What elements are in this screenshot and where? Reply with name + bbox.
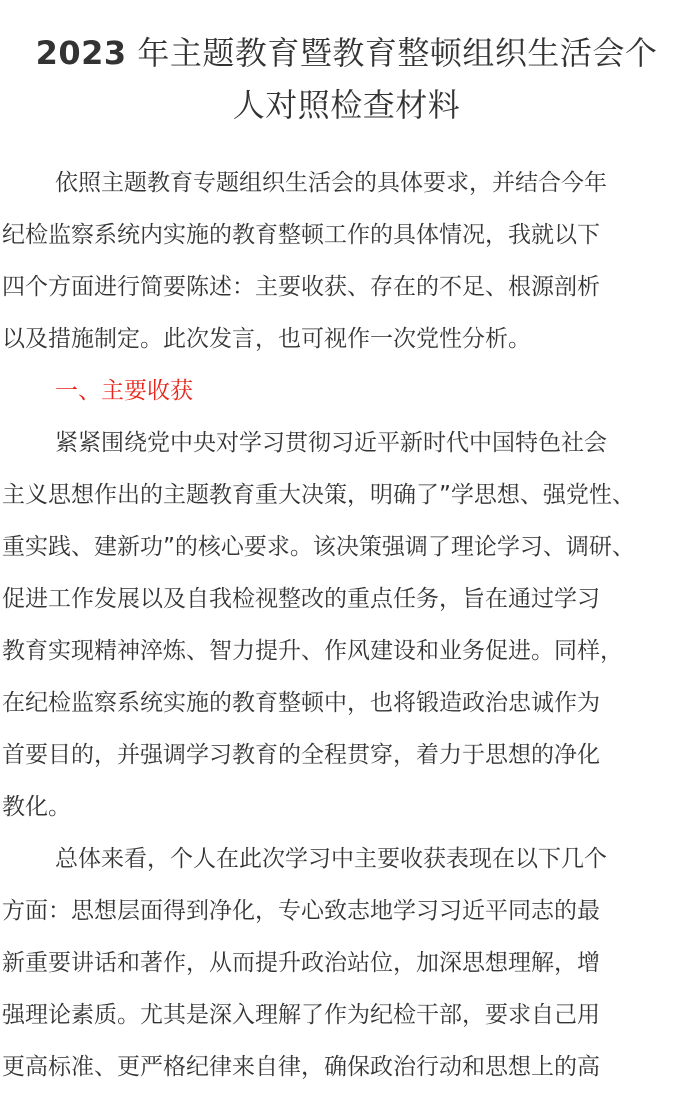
document-body	[2, 157, 693, 1093]
text-line: 强理论素质。尤其是深入理解了作为纪检干部，要求自己用	[2, 1002, 600, 1028]
section-heading: 一、主要收获	[55, 378, 193, 404]
title-line-1: 年主题教育暨教育整顿组织生活会个	[126, 34, 658, 72]
text-line: 主义思想作出的主题教育重大决策，明确了”学思想、强党性、	[2, 482, 635, 508]
text-line: 首要目的，并强调学习教育的全程贯穿，着力于思想的净化	[2, 742, 600, 768]
text-line: 促进工作发展以及自我检视整改的重点任务，旨在通过学习	[2, 586, 600, 612]
text-line: 紧紧围绕党中央对学习贯彻习近平新时代中国特色社会	[55, 430, 607, 456]
text-line: 以及措施制定。此次发言，也可视作一次党性分析。	[2, 326, 531, 352]
document-title	[0, 0, 693, 131]
paragraph-summary	[2, 833, 693, 1093]
text-line: 新重要讲话和著作，从而提升政治站位，加深思想理解，增	[2, 950, 600, 976]
title-year: 2023	[35, 34, 127, 72]
text-line: 重实践、建新功”的核心要求。该决策强调了理论学习、调研、	[2, 534, 635, 560]
paragraph-intro	[2, 157, 693, 365]
text-line: 四个方面进行简要陈述：主要收获、存在的不足、根源剖析	[2, 274, 600, 300]
text-line: 在纪检监察系统实施的教育整顿中，也将锻造政治忠诚作为	[2, 690, 600, 716]
text-line: 教育实现精神淬炼、智力提升、作风建设和业务促进。同样，	[2, 638, 623, 664]
text-line: 更高标准、更严格纪律来自律，确保政治行动和思想上的高	[2, 1054, 600, 1080]
text-line: 依照主题教育专题组织生活会的具体要求，并结合今年	[55, 170, 607, 196]
title-line-2: 人对照检查材料	[232, 86, 461, 124]
paragraph-decision	[2, 417, 693, 833]
text-line: 总体来看，个人在此次学习中主要收获表现在以下几个	[55, 846, 607, 872]
text-line: 方面：思想层面得到净化，专心致志地学习习近平同志的最	[2, 898, 600, 924]
text-line: 纪检监察系统内实施的教育整顿工作的具体情况，我就以下	[2, 222, 600, 248]
text-line: 教化。	[2, 794, 71, 820]
section-heading-main-gains	[2, 365, 693, 417]
